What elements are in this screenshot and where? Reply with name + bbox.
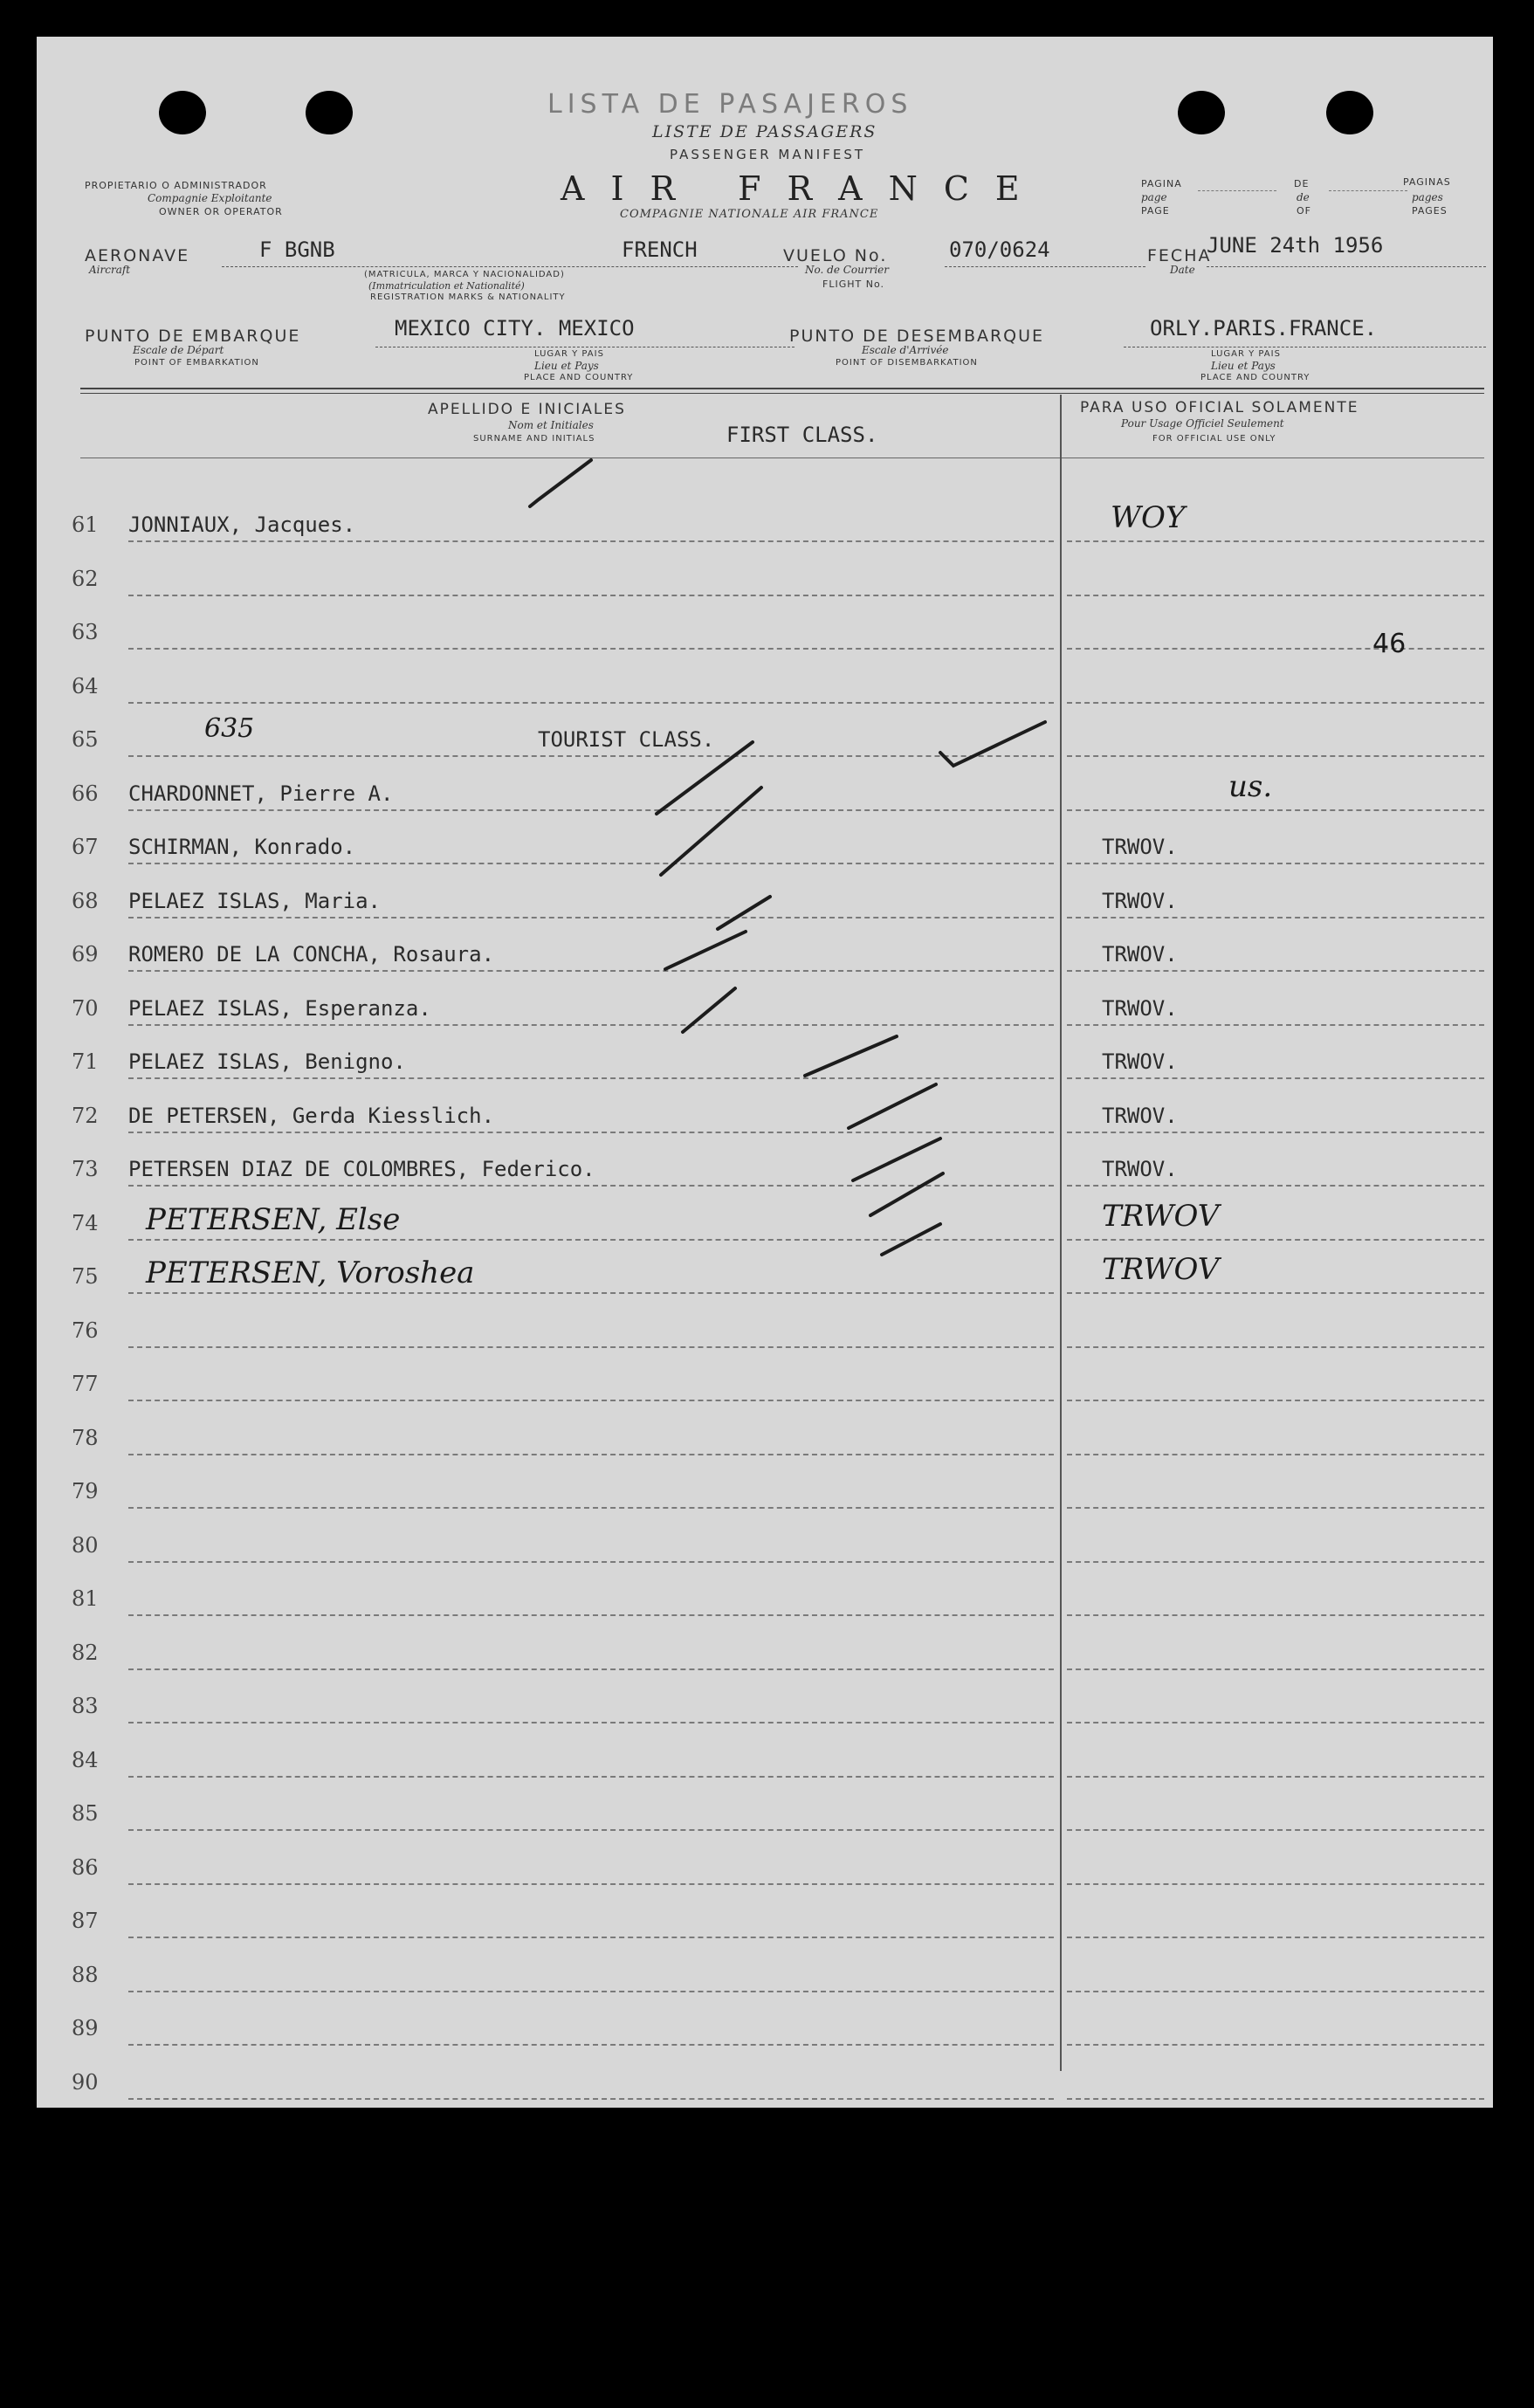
fecha-label-fr: Date [1170, 264, 1195, 276]
row-rule-official [1067, 863, 1484, 864]
passenger-name: DE PETERSEN, Gerda Kiesslich. [128, 1104, 495, 1128]
row-rule [128, 1668, 1054, 1670]
airline-name: AIR FRANCE [561, 169, 1046, 208]
vuelo-blank [945, 266, 1145, 267]
passenger-name: JONNIAUX, Jacques. [128, 513, 356, 537]
row-rule-official [1067, 1829, 1484, 1831]
passenger-name: PETERSEN, Voroshea [146, 1256, 475, 1290]
row-rule-official [1067, 1776, 1484, 1778]
row-rule-official [1067, 1561, 1484, 1563]
count-annotation: 46 [1372, 629, 1407, 659]
header-rule-bottom [80, 393, 1484, 394]
row-rule [128, 755, 1054, 757]
row-rule [128, 1883, 1054, 1885]
column-divider [1060, 395, 1062, 2071]
row-rule [128, 1614, 1054, 1616]
row-rule-official [1067, 1614, 1484, 1616]
note-635: 635 [204, 713, 255, 744]
official-mark: TRWOV. [1102, 1104, 1178, 1128]
row-rule-official [1067, 1722, 1484, 1723]
row-rule [128, 595, 1054, 596]
lugar-es-left: LUGAR Y PAIS [534, 349, 604, 359]
row-rule [128, 1346, 1054, 1348]
check-mark-68 [661, 788, 761, 875]
row-rule-official [1067, 1991, 1484, 1992]
fecha-label: FECHA [1147, 246, 1212, 265]
embarque-label-en: POINT OF EMBARKATION [134, 358, 259, 368]
row-number: 77 [72, 1372, 99, 1396]
embarque-value: MEXICO CITY. MEXICO [395, 316, 635, 341]
tourist-class-heading: TOURIST CLASS. [538, 727, 715, 752]
row-rule [128, 917, 1054, 918]
punch-hole-left-1 [159, 91, 206, 134]
check-mark-73 [853, 1139, 940, 1180]
row-number: 69 [72, 942, 99, 967]
matricula-en: REGISTRATION MARKS & NATIONALITY [370, 292, 566, 302]
official-mark: TRWOV [1102, 1252, 1220, 1287]
official-col-es: PARA USO OFICIAL SOLAMENTE [1080, 399, 1359, 416]
row-rule-official [1067, 1454, 1484, 1455]
passenger-name: PETERSEN, Else [146, 1202, 401, 1237]
check-mark-67 [657, 742, 753, 814]
row-number: 76 [72, 1318, 99, 1343]
official-col-en: FOR OFFICIAL USE ONLY [1152, 434, 1276, 444]
row-rule-official [1067, 917, 1484, 918]
row-rule [128, 1829, 1054, 1831]
row-number: 79 [72, 1479, 99, 1503]
check-mark-69 [718, 897, 770, 929]
row-rule [128, 1239, 1054, 1241]
row-number: 66 [72, 781, 99, 806]
owner-label-en: OWNER OR OPERATOR [159, 206, 283, 217]
row-rule-official [1067, 702, 1484, 704]
row-rule [128, 1722, 1054, 1723]
check-mark-66 [940, 722, 1045, 766]
row-rule-official [1067, 1132, 1484, 1133]
first-class-heading: FIRST CLASS. [726, 423, 878, 447]
row-rule-official [1067, 1185, 1484, 1187]
row-rule-official [1067, 1400, 1484, 1401]
passenger-name: PELAEZ ISLAS, Benigno. [128, 1049, 406, 1074]
row-rule [128, 648, 1054, 650]
row-rule-official [1067, 648, 1484, 650]
passenger-name: PELAEZ ISLAS, Maria. [128, 889, 381, 913]
row-rule-official [1067, 970, 1484, 972]
check-mark-69b [665, 932, 746, 969]
check-mark-72 [849, 1084, 936, 1128]
aeronave-label: AERONAVE [85, 246, 190, 265]
paginas-label-en: PAGES [1412, 205, 1448, 217]
title-fr: LISTE DE PASSAGERS [652, 122, 877, 141]
row-rule [128, 1776, 1054, 1778]
row-rule [128, 1400, 1054, 1401]
punch-hole-right-1 [1178, 91, 1225, 134]
official-mark: TRWOV. [1102, 1157, 1178, 1181]
passenger-name: CHARDONNET, Pierre A. [128, 781, 394, 806]
desembarque-label: PUNTO DE DESEMBARQUE [789, 327, 1045, 346]
row-rule-official [1067, 1507, 1484, 1509]
row-rule [128, 1077, 1054, 1079]
de-label-fr: de [1297, 191, 1310, 203]
punch-hole-left-2 [306, 91, 353, 134]
passenger-name: ROMERO DE LA CONCHA, Rosaura. [128, 942, 495, 967]
row-number: 61 [72, 513, 99, 537]
embarque-label-fr: Escale de Départ [133, 344, 224, 356]
airline-sub: COMPAGNIE NATIONALE AIR FRANCE [620, 208, 879, 221]
name-col-fr: Nom et Initiales [508, 419, 594, 431]
official-mark: TRWOV. [1102, 942, 1178, 967]
row-rule [128, 1937, 1054, 1938]
desembarque-value: ORLY.PARIS.FRANCE. [1150, 316, 1378, 341]
de-blank [1329, 190, 1407, 191]
row-number: 72 [72, 1104, 99, 1128]
vuelo-label: VUELO No. [783, 246, 888, 265]
official-mark: WOY [1111, 500, 1186, 535]
row-rule-official [1067, 755, 1484, 757]
title-es: LISTA DE PASAJEROS [547, 89, 913, 120]
row-rule-official [1067, 809, 1484, 811]
row-rule-official [1067, 1883, 1484, 1885]
row-number: 84 [72, 1748, 99, 1772]
lugar-fr-right: Lieu et Pays [1211, 360, 1276, 372]
matricula-fr: (Immatriculation et Nationalité) [368, 280, 525, 292]
official-mark: TRWOV. [1102, 835, 1178, 859]
aeronave-blank [222, 266, 798, 267]
check-mark-61 [530, 460, 591, 506]
pagina-label-fr: page [1141, 191, 1167, 203]
lugar-en-right: PLACE AND COUNTRY [1200, 373, 1310, 382]
row-rule [128, 1024, 1054, 1026]
header-rule-top [80, 388, 1484, 389]
row-rule-official [1067, 1292, 1484, 1294]
pagina-label: PAGINA [1141, 178, 1182, 189]
aeronave-label-fr: Aircraft [89, 264, 131, 276]
row-rule [128, 540, 1054, 542]
row-rule [128, 2098, 1054, 2100]
row-rule [128, 1991, 1054, 1992]
row-number: 88 [72, 1963, 99, 1987]
paginas-label-fr: pages [1412, 191, 1443, 203]
row-number: 70 [72, 996, 99, 1021]
row-number: 74 [72, 1211, 99, 1235]
desembarque-label-fr: Escale d'Arrivée [862, 344, 949, 356]
row-rule [128, 809, 1054, 811]
row-number: 89 [72, 2016, 99, 2040]
punch-hole-right-2 [1326, 91, 1373, 134]
manifest-page [37, 37, 1493, 2108]
row-number: 68 [72, 889, 99, 913]
row-number: 64 [72, 674, 99, 698]
vuelo-label-en: FLIGHT No. [822, 279, 884, 290]
desembarque-label-en: POINT OF DISEMBARKATION [836, 358, 978, 368]
nationality-value: FRENCH [622, 237, 698, 262]
row-rule [128, 702, 1054, 704]
official-mark: us. [1228, 769, 1273, 804]
row-rule [128, 863, 1054, 864]
owner-label-fr: Compagnie Exploitante [148, 192, 272, 204]
row-number: 80 [72, 1533, 99, 1558]
row-number: 67 [72, 835, 99, 859]
row-rule [128, 1561, 1054, 1563]
row-number: 73 [72, 1157, 99, 1181]
row-number: 87 [72, 1909, 99, 1933]
title-en: PASSENGER MANIFEST [670, 147, 866, 162]
de-label-en: OF [1297, 205, 1311, 217]
vuelo-label-fr: No. de Courrier [805, 264, 890, 276]
row-rule [128, 970, 1054, 972]
row-number: 63 [72, 620, 99, 644]
fecha-value: JUNE 24th 1956 [1207, 233, 1384, 258]
row-number: 81 [72, 1586, 99, 1611]
de-label: DE [1294, 178, 1310, 189]
aeronave-value: F BGNB [259, 237, 335, 262]
lugar-fr-left: Lieu et Pays [534, 360, 599, 372]
row-number: 82 [72, 1641, 99, 1665]
official-col-fr: Pour Usage Officiel Seulement [1121, 417, 1284, 430]
lugar-en-left: PLACE AND COUNTRY [524, 373, 634, 382]
row-rule-official [1067, 2098, 1484, 2100]
row-rule [128, 1454, 1054, 1455]
official-mark: TRWOV. [1102, 1049, 1178, 1074]
row-rule-official [1067, 2044, 1484, 2046]
row-rule [128, 2044, 1054, 2046]
passenger-name: SCHIRMAN, Konrado. [128, 835, 356, 859]
row-rule-official [1067, 1024, 1484, 1026]
owner-label-es: PROPIETARIO O ADMINISTRADOR [85, 180, 267, 191]
embarque-label: PUNTO DE EMBARQUE [85, 327, 301, 346]
name-col-es: APELLIDO E INICIALES [428, 401, 626, 418]
official-mark: TRWOV. [1102, 889, 1178, 913]
check-mark-71 [805, 1036, 897, 1076]
passenger-name: PELAEZ ISLAS, Esperanza. [128, 996, 431, 1021]
row-number: 65 [72, 727, 99, 752]
name-col-en: SURNAME AND INITIALS [473, 434, 595, 444]
row-number: 71 [72, 1049, 99, 1074]
row-number: 62 [72, 567, 99, 591]
row-rule-official [1067, 1077, 1484, 1079]
row-number: 78 [72, 1426, 99, 1450]
pagina-label-en: PAGE [1141, 205, 1170, 217]
row-rule-official [1067, 1239, 1484, 1241]
check-mark-74 [870, 1173, 943, 1215]
row-rule-official [1067, 540, 1484, 542]
row-number: 85 [72, 1801, 99, 1826]
fecha-blank [1207, 266, 1486, 267]
row-rule [128, 1292, 1054, 1294]
passenger-name: PETERSEN DIAZ DE COLOMBRES, Federico. [128, 1157, 595, 1181]
row-rule [128, 1132, 1054, 1133]
row-number: 83 [72, 1694, 99, 1718]
row-number: 86 [72, 1855, 99, 1880]
lugar-es-right: LUGAR Y PAIS [1211, 349, 1281, 359]
row-rule [128, 1507, 1054, 1509]
row-rule-official [1067, 595, 1484, 596]
row-rule-official [1067, 1346, 1484, 1348]
paginas-label: PAGINAS [1403, 176, 1451, 188]
row-number: 90 [72, 2070, 99, 2095]
row-number: 75 [72, 1264, 99, 1289]
row-rule-official [1067, 1668, 1484, 1670]
pagina-blank [1198, 190, 1276, 191]
official-mark: TRWOV [1102, 1199, 1220, 1234]
vuelo-value: 070/0624 [949, 237, 1050, 262]
official-mark: TRWOV. [1102, 996, 1178, 1021]
matricula-es: (MATRICULA, MARCA Y NACIONALIDAD) [364, 270, 565, 279]
row-rule-official [1067, 1937, 1484, 1938]
row-rule [128, 1185, 1054, 1187]
